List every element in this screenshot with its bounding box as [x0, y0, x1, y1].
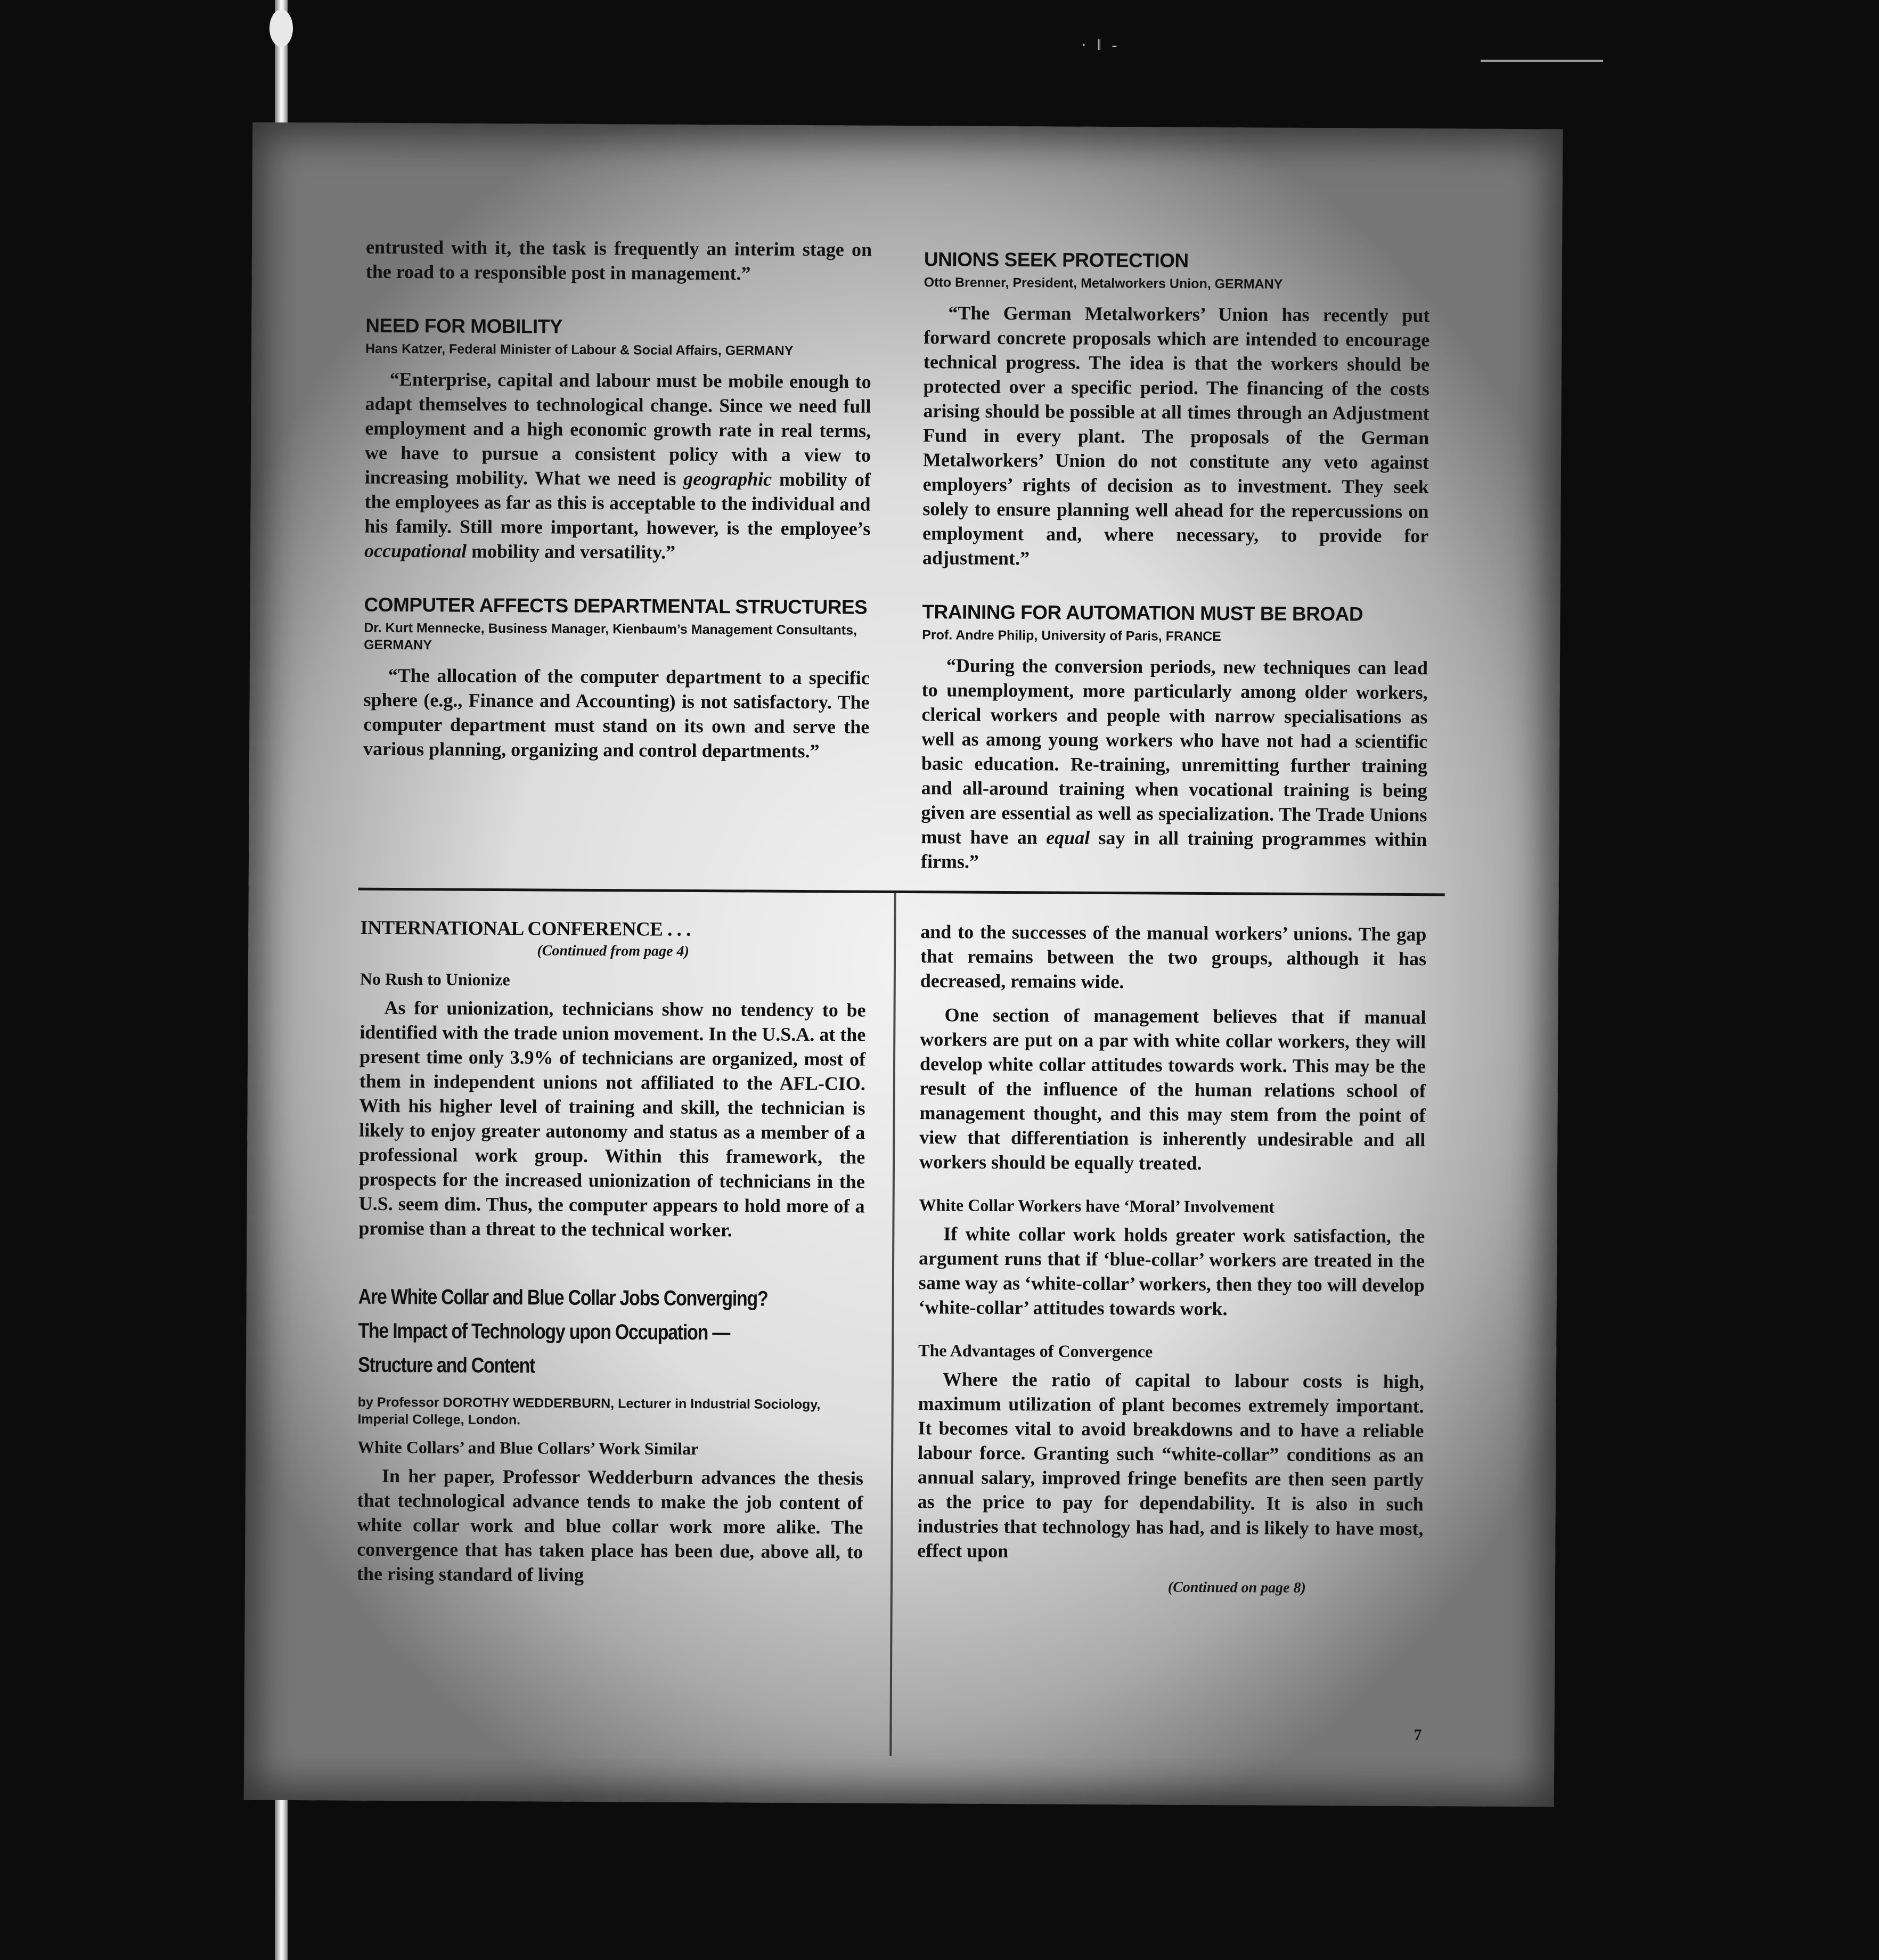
management-paragraph: One section of management believes that if manual workers are put on a par with white collar workers, they will develop white collar attitudes towards work. This may be the result of the influence of the human relations school of management thought, and this may stem from the point of view that differentiation is inherently undesirable and all workers should be equally treated.: [919, 1004, 1426, 1174]
intro-paragraph: entrusted with it, the task is frequently an interim stage on the road to a responsible post in management.”: [365, 236, 872, 284]
conference-heading: INTERNATIONAL CONFERENCE . . .: [360, 917, 691, 941]
unions-paragraph: “The German Metalworkers’ Union has recently put forward concrete proposals which are intended to encourage technical progress. The idea is that the workers should be protected over a specific period. The financing of the costs arising should be possible at all times through an Adjustment Fund in every plant. The proposals of the German Metalworkers’ Union do not constitute any veto against employers’ rights of decision as to investment. They seek solely to ensure planning well ahead for the repercussions on employment and, where necessary, to provide for adjustment.”: [922, 302, 1430, 569]
mobility-byline: Hans Katzer, Federal Minister of Labour & Social Affairs, GERMANY: [365, 341, 794, 358]
scan-rule: [1481, 60, 1603, 62]
computer-heading: COMPUTER AFFECTS DEPARTMENTAL STRUCTURES: [364, 593, 868, 618]
moral-paragraph: If white collar work holds greater work satisfaction, the argument runs that if ‘blue-collar’ workers are treated in the same way as ‘white-collar’ workers, then they too will develop ‘white-collar’ attitudes towards work.: [918, 1223, 1425, 1320]
section-divider: [358, 888, 1445, 896]
continuation-paragraph: and to the successes of the manual workers’ unions. The gap that remains between the two groups, although it has decreased, remains wide.: [920, 921, 1427, 993]
article-byline: by Professor DOROTHY WEDDERBURN, Lecturer in Industrial Sociology, Imperial College, London.: [357, 1394, 821, 1428]
advantages-heading: The Advantages of Convergence: [918, 1341, 1153, 1361]
document-page: [244, 123, 1563, 1807]
computer-paragraph: “The allocation of the computer department to a specific sphere (e.g., Finance and Accounting) is not satisfactory. The computer department must stand on its own and serve the various planning, organizing and control departments.”: [363, 664, 870, 762]
unions-heading: UNIONS SEEK PROTECTION: [924, 248, 1189, 272]
training-heading: TRAINING FOR AUTOMATION MUST BE BROAD: [922, 601, 1363, 625]
right-bottom-column: [917, 919, 1427, 1608]
continued-from-note: (Continued from page 4): [537, 942, 689, 960]
article-title: Are White Collar and Blue Collar Jobs Converging? The Impact of Technology upon Occupation — Structure and Content: [357, 1285, 768, 1378]
scan-mark: · ǁ -: [1081, 36, 1121, 54]
left-bottom-column: [357, 917, 867, 1598]
training-byline: Prof. Andre Philip, University of Paris, FRANCE: [922, 627, 1221, 644]
film-strip-notch: [269, 10, 293, 47]
similar-paragraph: In her paper, Professor Wedderburn advances the thesis that technological advance tends to make the job content of white collar work and blue collar work more alike. The convergence that has taken place has been due, above all, to the rising standard of living: [356, 1465, 864, 1586]
right-top-column: [921, 248, 1430, 886]
advantages-paragraph: Where the ratio of capital to labour costs is high, maximum utilization of plant becomes extremely important. It becomes vital to avoid breakdowns and to have a reliable labour force. Granting such “white-collar” conditions as an annual salary, improved fringe benefits are then seen partly as the price to pay for dependability. It is also in such industries that technology has had, and is likely to have most, effect upon: [917, 1368, 1425, 1562]
rush-heading: No Rush to Unionize: [360, 969, 510, 990]
training-paragraph: “During the conversion periods, new techniques can lead to unemployment, more particularly among older workers, clerical workers and people with narrow specialisations as well as among young workers who have not had a scientific basic education. Re-training, unremitting further training and all-around training when vocational training is being given are essential as well as specialization. The Trade Unions must have an equal say in all training programmes within firms.”: [920, 655, 1428, 872]
mobility-paragraph: “Enterprise, capital and labour must be mobile enough to adapt themselves to technological change. Since we need full employment and a high economic growth rate in real terms, we have to pursue a consistent policy with a view to increasing mobility. What we need is geographic mobility of the employees as far as this is acceptable to the individual and his family. Still more important, however, is the employee’s occupational mobility and versatility.”: [364, 368, 871, 563]
computer-byline: Dr. Kurt Mennecke, Business Manager, Kienbaum’s Management Consultants, GERMANY: [364, 620, 857, 653]
left-top-column: [363, 235, 872, 773]
continued-on-note: (Continued on page 8): [1167, 1579, 1306, 1596]
similar-heading: White Collars’ and Blue Collars’ Work Similar: [357, 1437, 699, 1458]
rush-paragraph: As for unionization, technicians show no tendency to be identified with the trade union movement. In the U.S.A. at the present time only 3.9% of technicians are organized, most of them in independent unions not affiliated to the AFL-CIO. With his higher level of training and skill, the technician is likely to enjoy greater autonomy and status as a member of a professional work group. Within this framework, the prospects for the increased unionization of technicians in the U.S. seem dim. Thus, the computer appears to hold more of a promise than a threat to the technical worker.: [358, 997, 866, 1241]
mobility-heading: NEED FOR MOBILITY: [365, 314, 563, 338]
column-divider: [889, 893, 896, 1756]
page-number: 7: [1414, 1726, 1422, 1744]
unions-byline: Otto Brenner, President, Metalworkers Union, GERMANY: [924, 275, 1283, 292]
moral-heading: White Collar Workers have ‘Moral’ Involvement: [919, 1195, 1275, 1216]
